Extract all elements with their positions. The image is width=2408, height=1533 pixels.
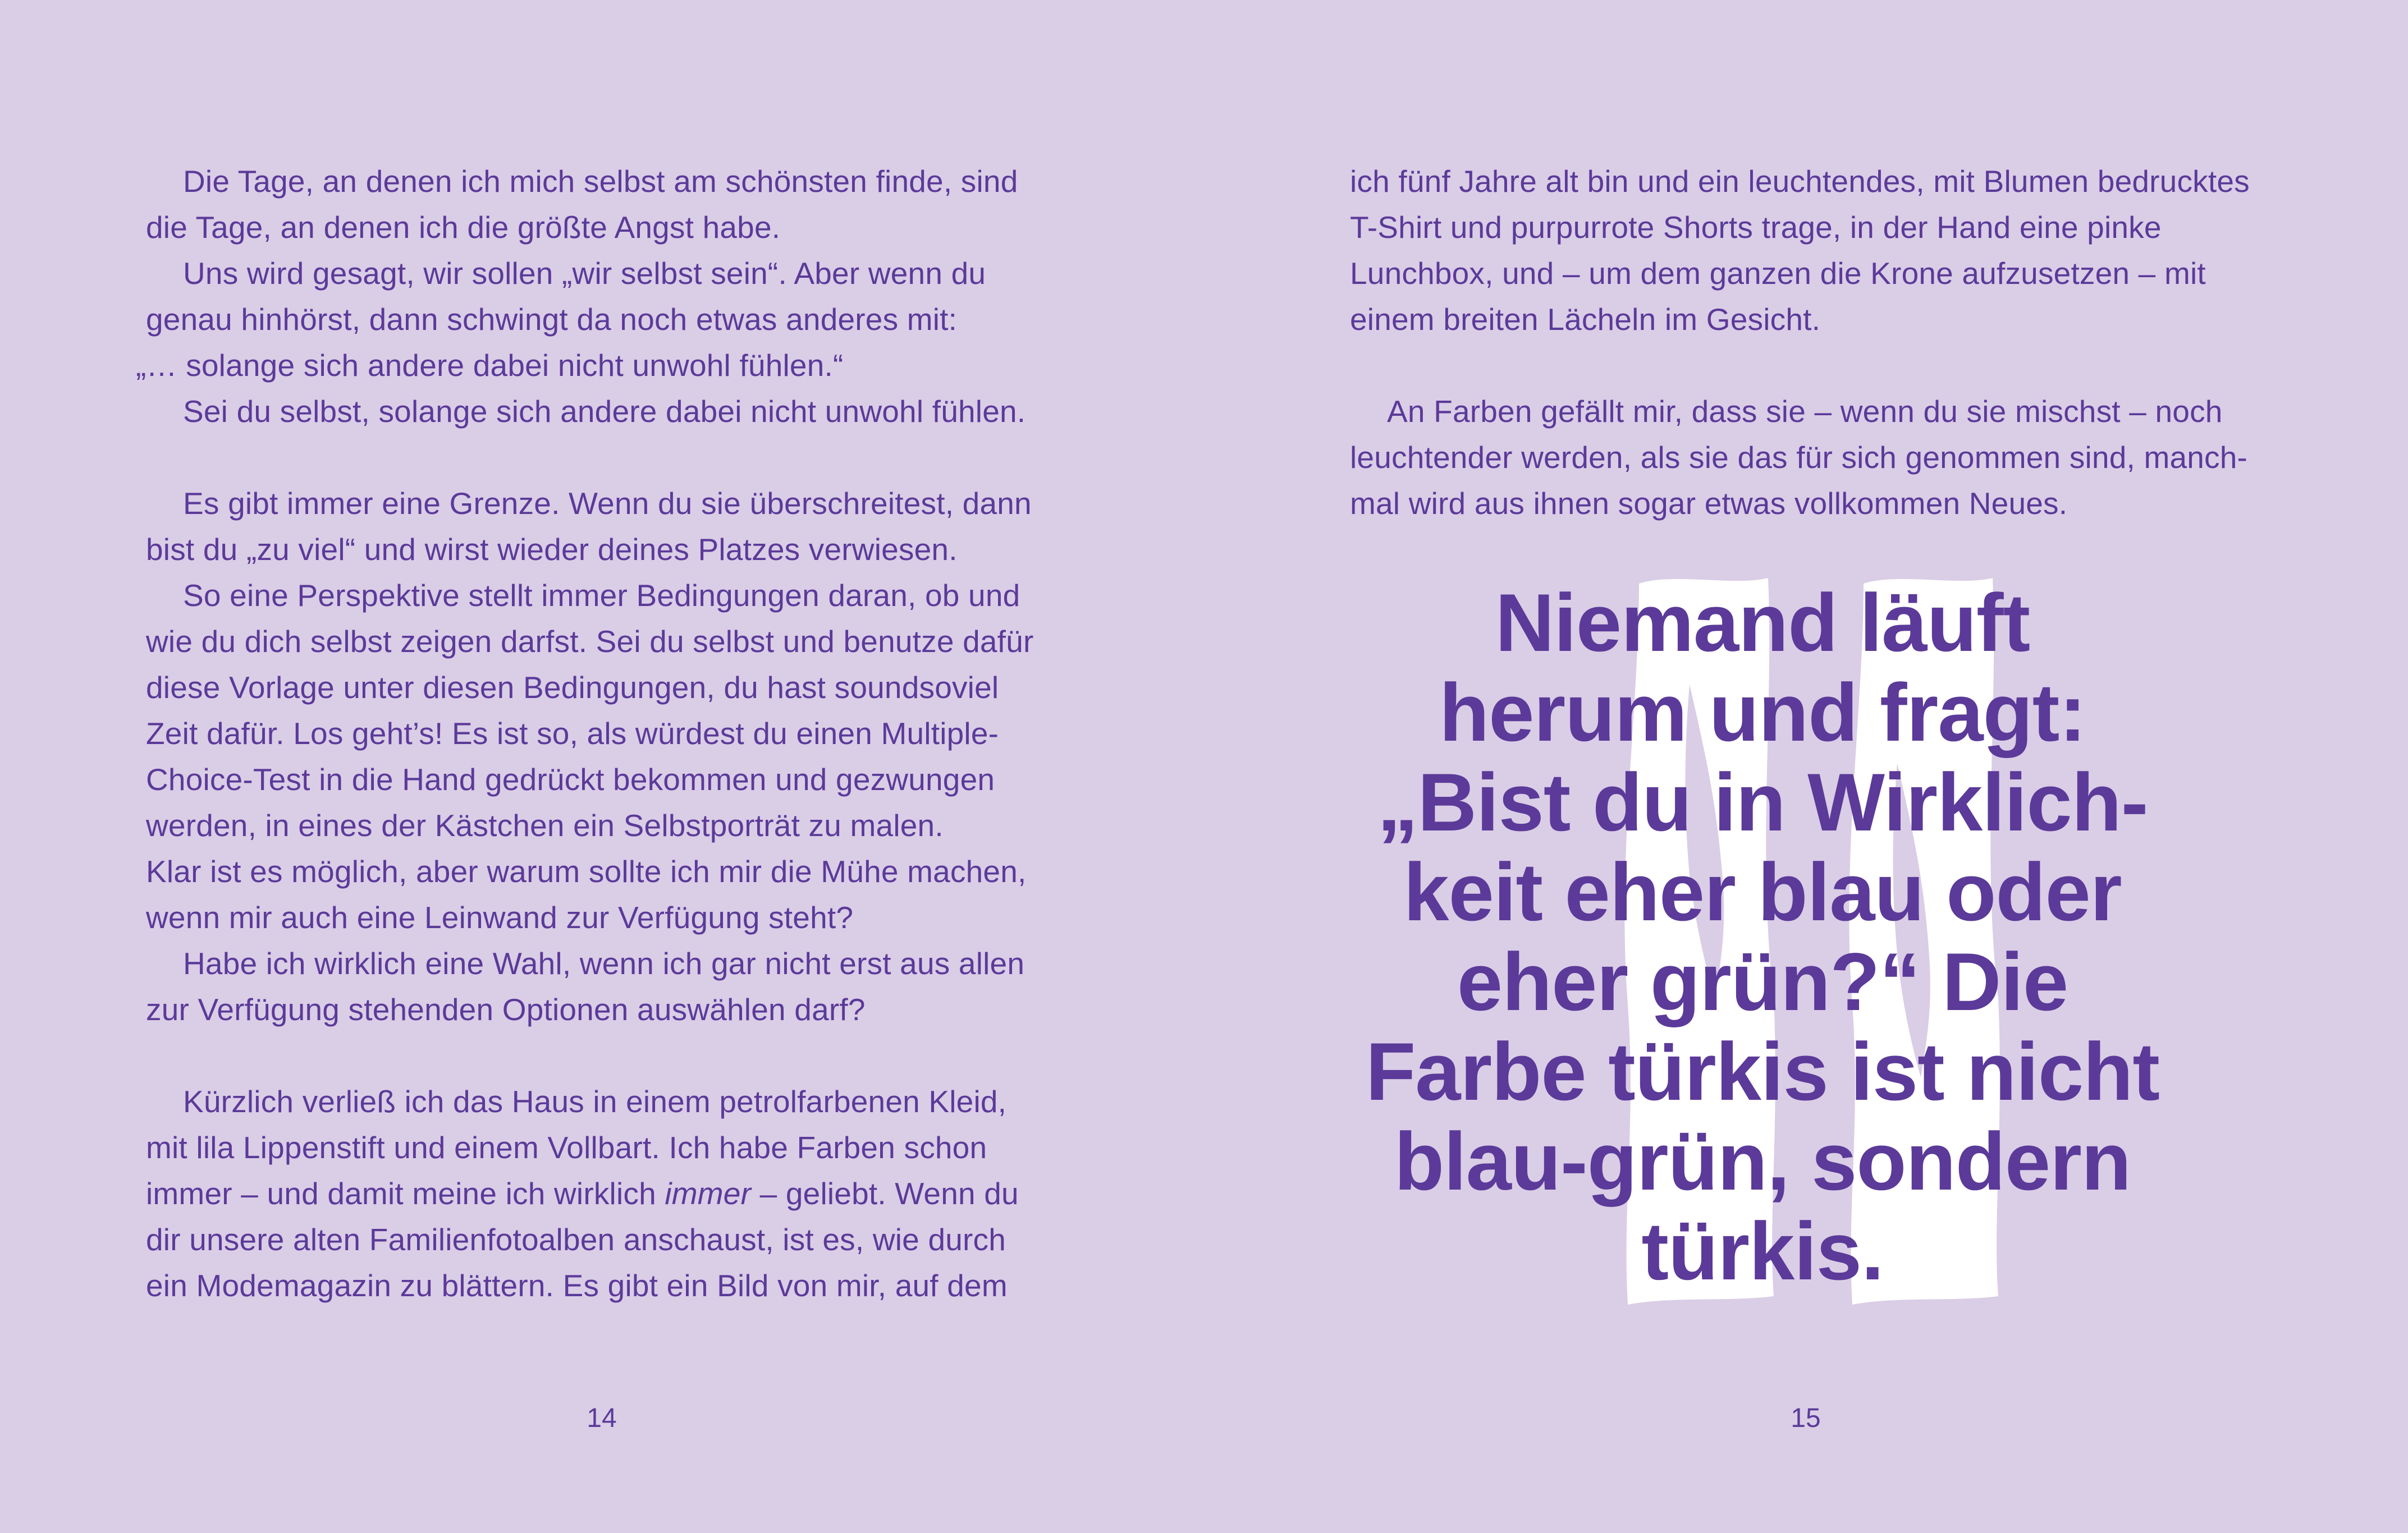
right-text-line: T-Shirt und purpurrote Shorts trage, in der Hand eine pinke bbox=[1350, 210, 2162, 245]
right-page bbox=[1204, 0, 2408, 1533]
text-span: immer – und damit meine ich wirklich bbox=[146, 1176, 665, 1211]
pull-quote bbox=[1336, 578, 2189, 1296]
left-text-line: die Tage, an denen ich die größte Angst habe. bbox=[146, 210, 781, 245]
page-number: 15 bbox=[1791, 1403, 1821, 1433]
left-text-line: So eine Perspektive stellt immer Bedingungen daran, ob und bbox=[183, 578, 1020, 613]
left-text-line: wenn mir auch eine Leinwand zur Verfügung steht? bbox=[146, 900, 854, 935]
pull-quote-line: Farbe türkis ist nicht bbox=[1366, 1026, 2159, 1117]
left-text-line: werden, in eines der Kästchen ein Selbstporträt zu malen. bbox=[146, 808, 944, 843]
left-text-line: Es gibt immer eine Grenze. Wenn du sie überschreitest, dann bbox=[183, 486, 1032, 521]
left-text-line: ein Modemagazin zu blättern. Es gibt ein Bild von mir, auf dem bbox=[146, 1268, 1008, 1303]
right-text-line: Lunchbox, und – um dem ganzen die Krone aufzusetzen – mit bbox=[1350, 256, 2206, 291]
left-text-line: Die Tage, an denen ich mich selbst am schönsten finde, sind bbox=[183, 164, 1018, 199]
pull-quote-line: „Bist du in Wirklich- bbox=[1377, 756, 2148, 848]
left-text-line: diese Vorlage unter diesen Bedingungen, du hast soundsoviel bbox=[146, 670, 999, 705]
left-text-line: bist du „zu viel“ und wirst wieder deines Platzes verwiesen. bbox=[146, 532, 958, 567]
pull-quote-line: türkis. bbox=[1641, 1205, 1884, 1297]
emphasis-word: immer bbox=[665, 1176, 752, 1211]
pull-quote-line: keit eher blau oder bbox=[1403, 846, 2122, 938]
pull-quote-line: Niemand läuft bbox=[1495, 577, 2030, 668]
pull-quote-line: blau-grün, sondern bbox=[1394, 1116, 2131, 1207]
right-text-line: An Farben gefällt mir, dass sie – wenn du sie mischst – noch bbox=[1387, 394, 2223, 429]
right-text-line: leuchtender werden, als sie das für sich genommen sind, manch- bbox=[1350, 440, 2248, 475]
left-text-line: „… solange sich andere dabei nicht unwohl fühlen.“ bbox=[136, 348, 844, 383]
left-text-line: Kürzlich verließ ich das Haus in einem petrolfarbenen Kleid, bbox=[183, 1084, 1007, 1119]
pull-quote-line: eher grün?“ Die bbox=[1457, 936, 2068, 1027]
left-text-line: dir unsere alten Familienfotoalben anschaust, ist es, wie durch bbox=[146, 1222, 1006, 1257]
page-number: 14 bbox=[587, 1403, 617, 1433]
left-text-line: Uns wird gesagt, wir sollen „wir selbst sein“. Aber wenn du bbox=[183, 256, 986, 291]
left-text-line: wie du dich selbst zeigen darfst. Sei du selbst und benutze dafür bbox=[146, 624, 1034, 659]
left-text-line: genau hinhörst, dann schwingt da noch etwas anderes mit: bbox=[146, 302, 958, 337]
left-text-line: Habe ich wirklich eine Wahl, wenn ich gar nicht erst aus allen bbox=[183, 946, 1025, 981]
left-text-line: Zeit dafür. Los geht’s! Es ist so, als würdest du einen Multiple- bbox=[146, 716, 999, 751]
right-text-line: mal wird aus ihnen sogar etwas vollkommen Neues. bbox=[1350, 486, 2068, 521]
left-text-line: Choice-Test in die Hand gedrückt bekommen und gezwungen bbox=[146, 762, 995, 797]
left-text-line: mit lila Lippenstift und einem Vollbart. Ich habe Farben schon bbox=[146, 1130, 987, 1165]
pull-quote-line: herum und fragt: bbox=[1439, 667, 2086, 758]
right-text-line: ich fünf Jahre alt bin und ein leuchtendes, mit Blumen bedrucktes bbox=[1350, 164, 2250, 199]
left-text-line bbox=[146, 1171, 1019, 1217]
text-span: – geliebt. Wenn du bbox=[751, 1176, 1019, 1211]
left-text-line: Klar ist es möglich, aber warum sollte ich mir die Mühe machen, bbox=[146, 854, 1027, 889]
left-text-line: Sei du selbst, solange sich andere dabei nicht unwohl fühlen. bbox=[183, 394, 1026, 429]
right-text-line: einem breiten Lächeln im Gesicht. bbox=[1350, 302, 1821, 337]
left-text-line: zur Verfügung stehenden Optionen auswählen darf? bbox=[146, 992, 866, 1027]
